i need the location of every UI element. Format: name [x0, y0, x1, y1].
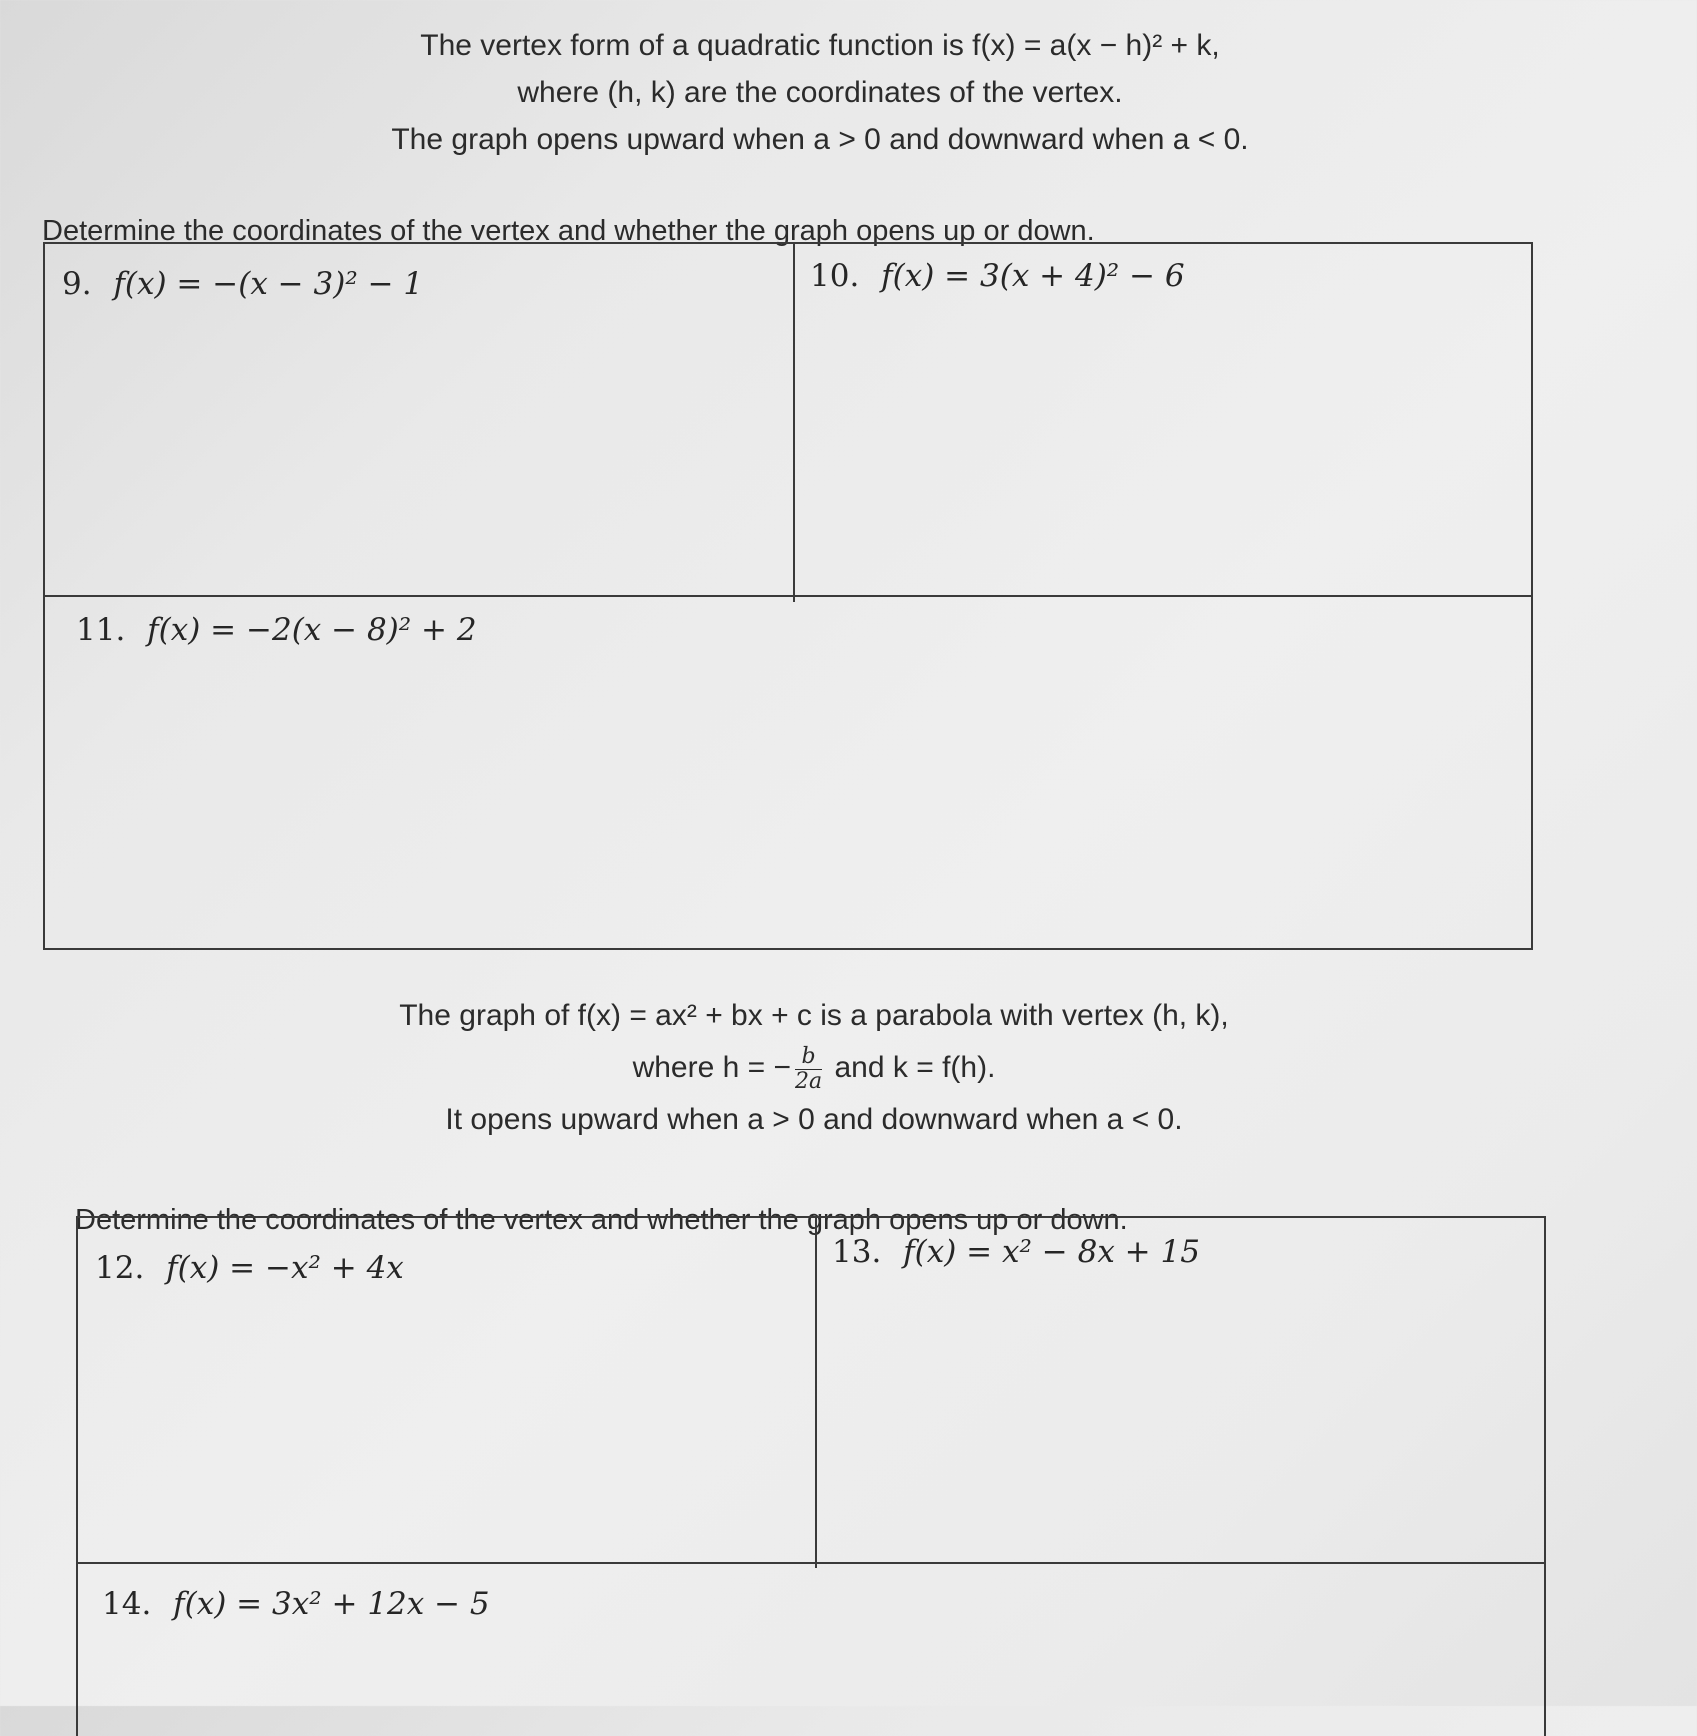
problem-13 [832, 1234, 1200, 1270]
intro2-line-1: The graph of f(x) = ax² + bx + c is a parabola with vertex (h, k), [399, 999, 1229, 1032]
fraction-numerator: b [795, 1045, 822, 1070]
problem-9-number: 9. [62, 266, 92, 302]
problem-11-expression: f(x) = −2(x − 8)² + 2 [147, 612, 477, 648]
problem-11-number: 11. [76, 612, 126, 648]
grid2-vertical-divider [815, 1216, 817, 1568]
section1-instruction: Determine the coordinates of the vertex and whether the graph opens up or down. [42, 215, 1095, 247]
problem-14 [102, 1586, 490, 1622]
section2-instruction: Determine the coordinates of the vertex and whether the graph opens up or down. [75, 1204, 1128, 1236]
problem-10 [810, 258, 1185, 294]
problem-13-number: 13. [832, 1234, 882, 1270]
problem-10-number: 10. [810, 258, 860, 294]
intro2-line-2-suffix: and k = f(h). [834, 1051, 996, 1084]
problem-grid-2 [76, 1216, 1546, 1736]
grid1-horizontal-divider [43, 595, 1533, 597]
problem-13-expression: f(x) = x² − 8x + 15 [903, 1234, 1200, 1270]
intro2-line-3: It opens upward when a > 0 and downward when a < 0. [445, 1103, 1183, 1136]
problem-12 [95, 1250, 404, 1286]
intro-line-2: where (h, k) are the coordinates of the vertex. [517, 76, 1123, 109]
grid1-vertical-divider [793, 242, 795, 602]
problem-9 [62, 266, 423, 302]
intro2-line-2-prefix: where h = − [632, 1051, 792, 1084]
intro-line-3: The graph opens upward when a > 0 and downward when a < 0. [391, 123, 1249, 156]
standard-form-intro [14, 990, 1614, 1146]
problem-9-expression: f(x) = −(x − 3)² − 1 [113, 266, 424, 302]
intro2-line-2 [14, 1042, 1614, 1094]
vertex-form-intro [20, 22, 1620, 163]
fraction-b-over-2a [795, 1045, 822, 1094]
fraction-denominator: 2a [795, 1068, 823, 1094]
problem-12-number: 12. [95, 1250, 145, 1286]
problem-14-expression: f(x) = 3x² + 12x − 5 [173, 1586, 490, 1622]
problem-14-number: 14. [102, 1586, 152, 1622]
problem-12-expression: f(x) = −x² + 4x [166, 1250, 404, 1286]
intro-line-1: The vertex form of a quadratic function is f(x) = a(x − h)² + k, [420, 29, 1220, 62]
grid2-horizontal-divider [76, 1562, 1546, 1564]
problem-10-expression: f(x) = 3(x + 4)² − 6 [881, 258, 1185, 294]
problem-11 [76, 612, 477, 648]
